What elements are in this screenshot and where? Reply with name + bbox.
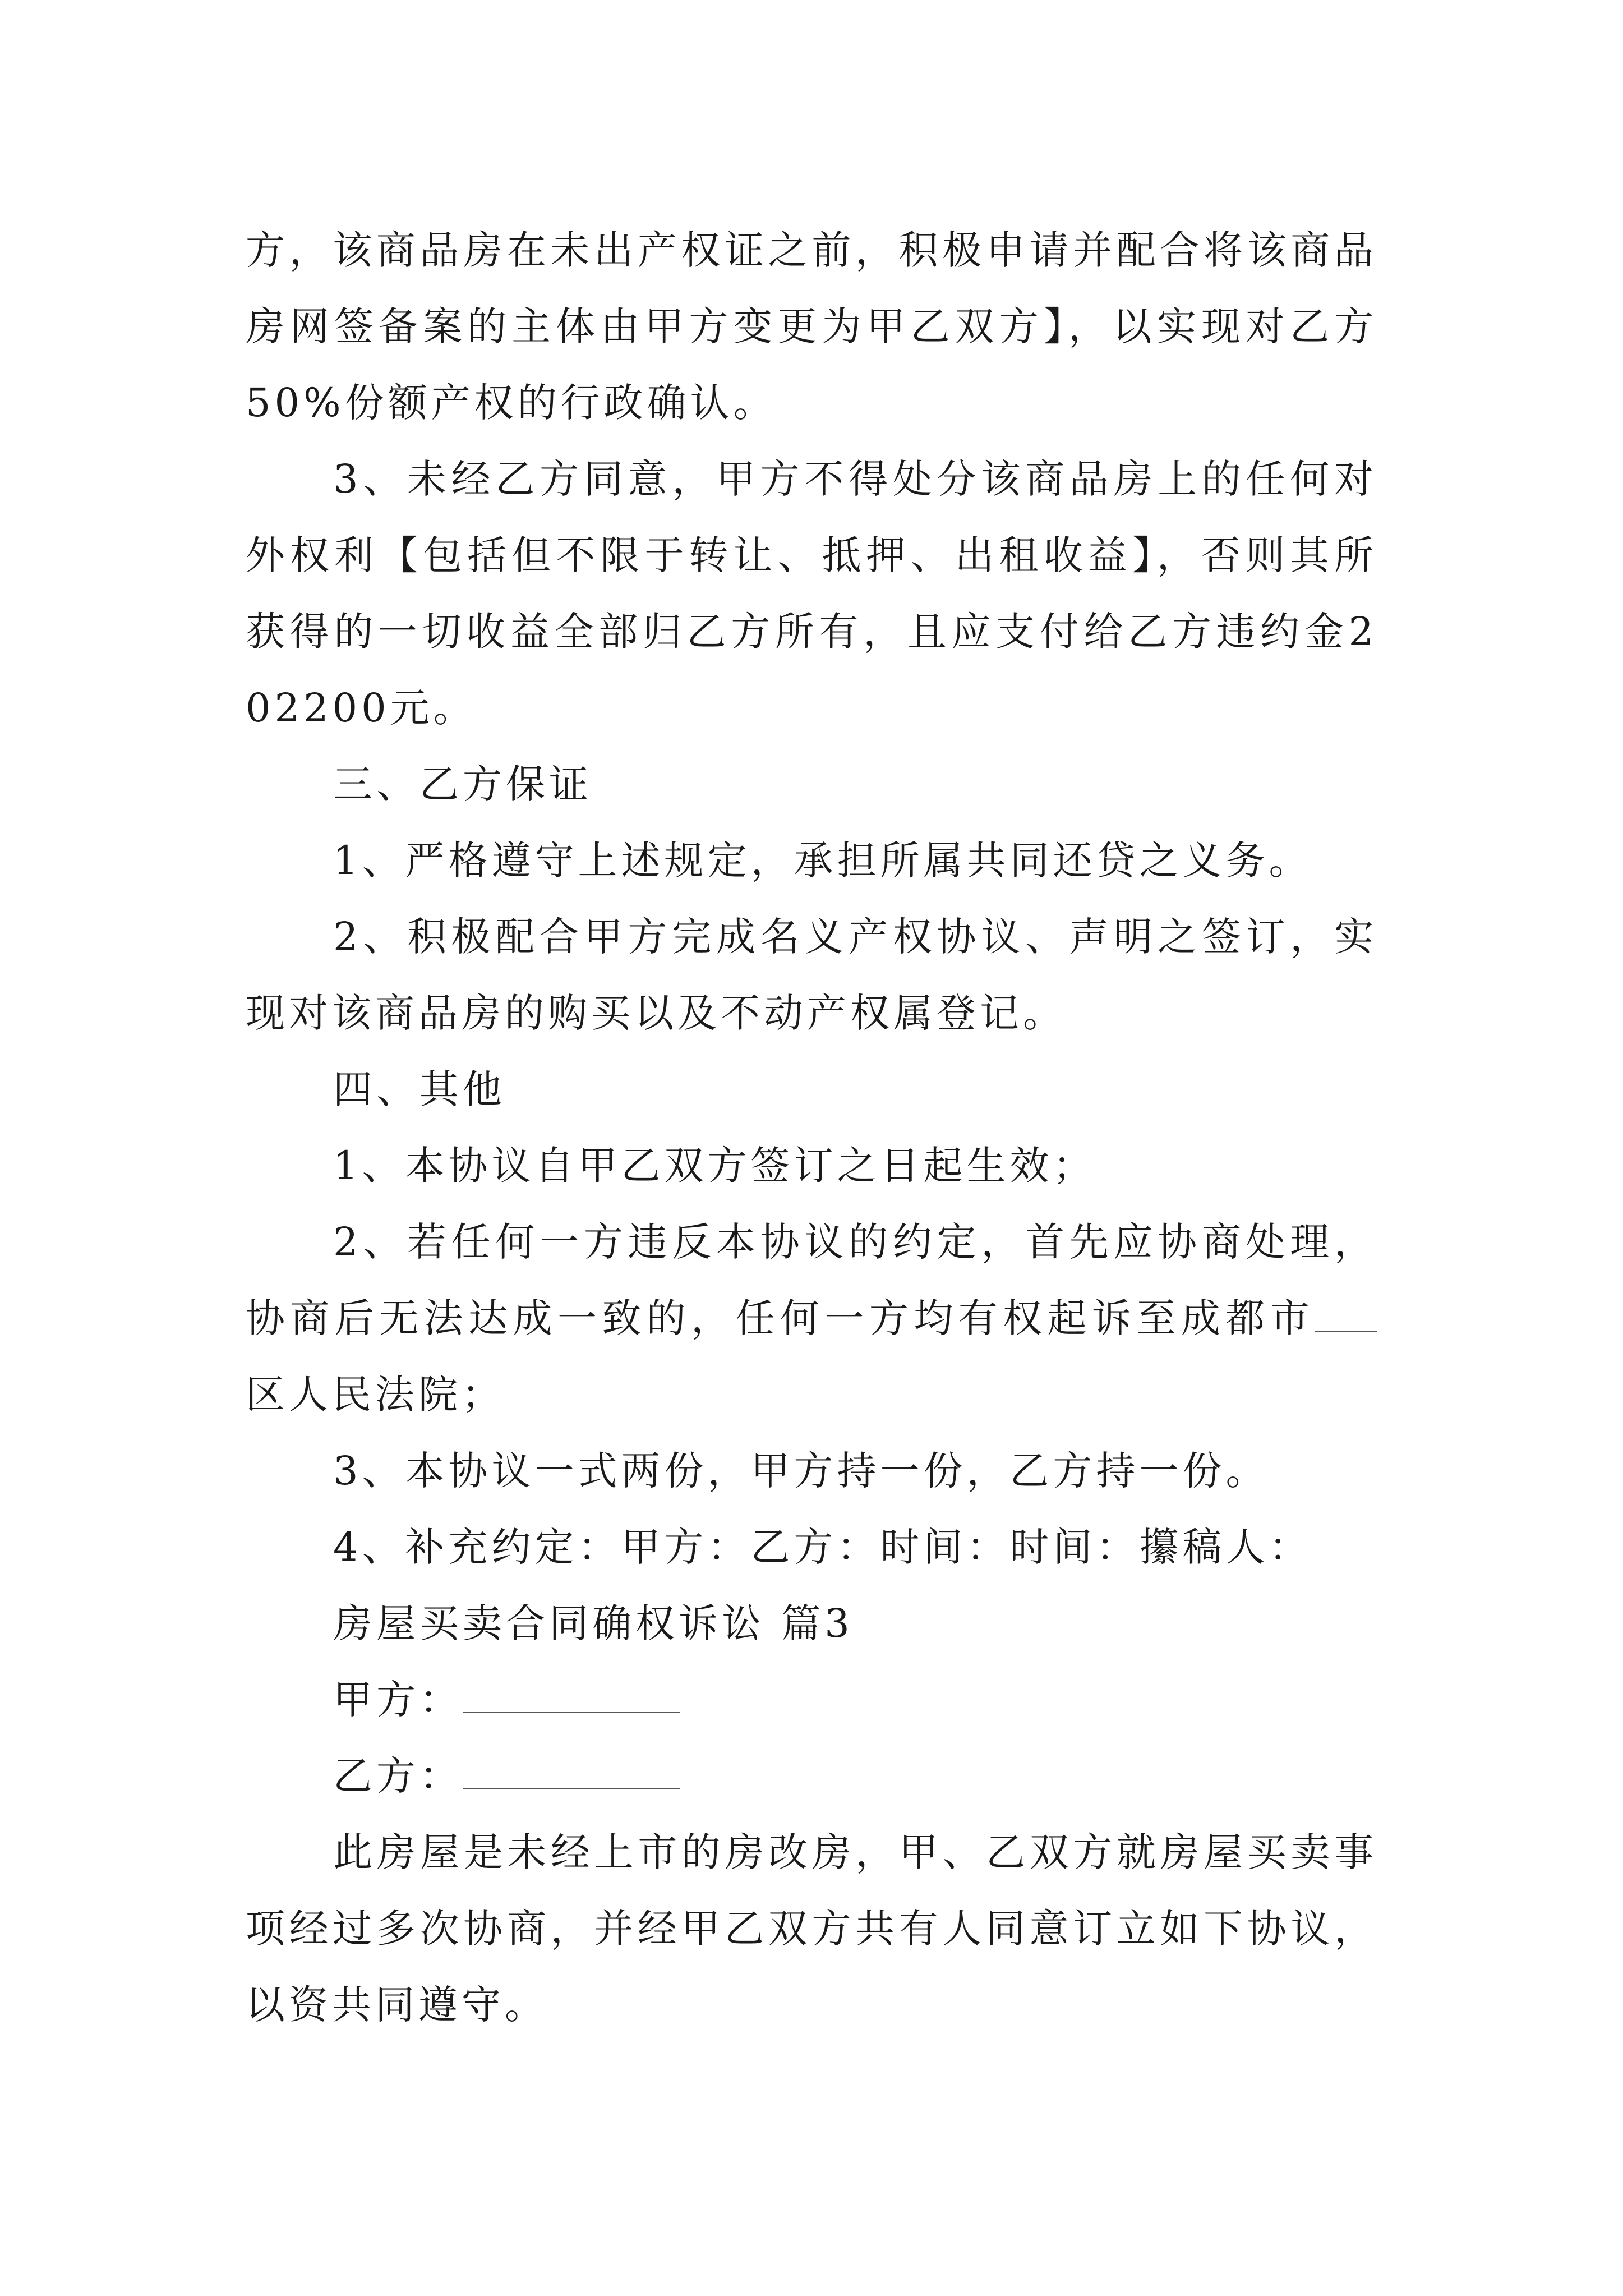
party-a-line (246, 1662, 1377, 1738)
clause-2-3: 3、未经乙方同意，甲方不得处分该商品房上的任何对外权利【包括但不限于转让、抵押、出租收益】，否则其所获得的一切收益全部归乙方所有，且应支付给乙方违约金202200元。 (246, 456, 1377, 731)
clause-3-1: 1、严格遵守上述规定，承担所属共同还贷之义务。 (333, 838, 1312, 884)
clause-4-2 (246, 1204, 1377, 1433)
contract-title: 房屋买卖合同确权诉讼 篇3 (333, 1600, 854, 1646)
document-body (246, 212, 1377, 2043)
paragraph-continuation: 方，该商品房在未出产权证之前，积极申请并配合将该商品房网签备案的主体由甲方变更为甲乙双方】，以实现对乙方50%份额产权的行政确认。 (246, 227, 1377, 426)
clause-4-2-text: 2、若任何一方违反本协议的约定，首先应协商处理，协商后无法达成一致的，任何一方均有权起诉至成都市 (246, 1219, 1377, 1341)
section-heading-3: 三、乙方保证 (333, 761, 592, 807)
party-b-label: 乙方： (333, 1753, 463, 1799)
clause-3-2: 2、积极配合甲方完成名义产权协议、声明之签订，实现对该商品房的购买以及不动产权属登记。 (246, 914, 1377, 1036)
district-blank-line (1315, 1296, 1377, 1332)
party-a-blank-line (463, 1677, 680, 1713)
party-b-blank-line (463, 1754, 680, 1789)
section-heading-4: 四、其他 (333, 1066, 506, 1112)
clause-4-2-tail: 区人民法院； (246, 1372, 505, 1418)
clause-4-4: 4、补充约定：甲方：乙方：时间：时间：攥稿人： (333, 1524, 1312, 1570)
party-a-label: 甲方： (333, 1677, 463, 1723)
clause-4-3: 3、本协议一式两份，甲方持一份，乙方持一份。 (333, 1448, 1269, 1494)
party-b-line (246, 1738, 1377, 1814)
clause-4-1: 1、本协议自甲乙双方签订之日起生效； (333, 1143, 1096, 1189)
agreement-intro: 此房屋是未经上市的房改房，甲、乙双方就房屋买卖事项经过多次协商，并经甲乙双方共有人同意订立如下协议，以资共同遵守。 (246, 1829, 1377, 2028)
